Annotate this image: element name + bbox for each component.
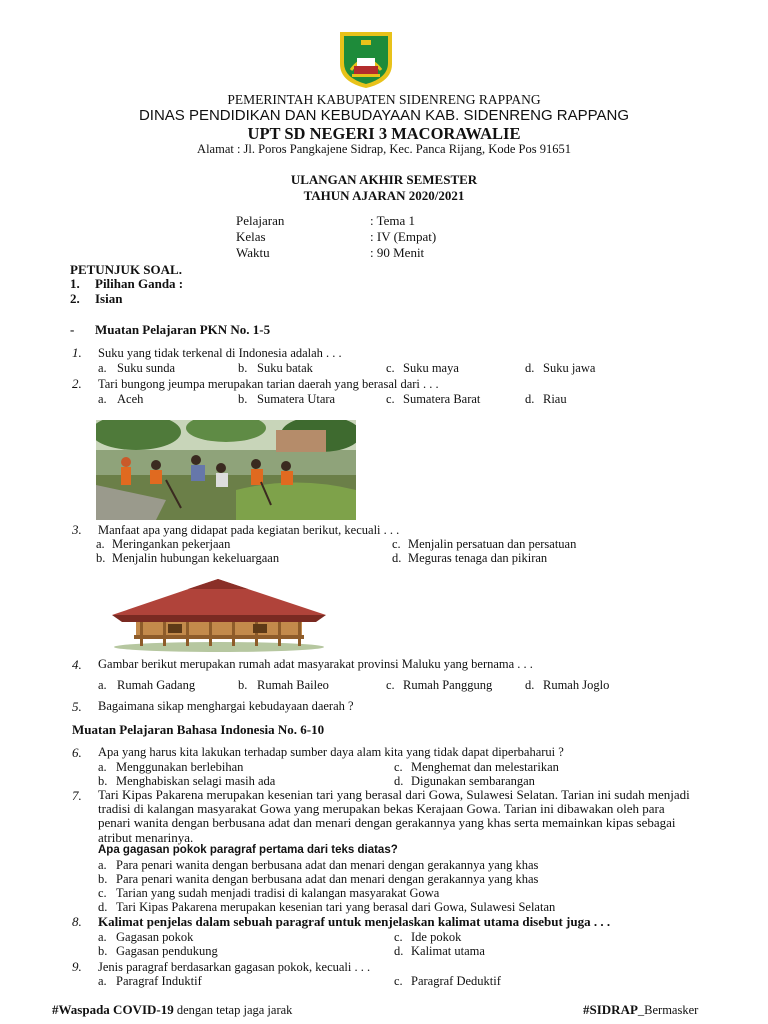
option-letter: b.	[98, 872, 108, 886]
school-name: UPT SD NEGERI 3 MACORAWALIE	[247, 124, 521, 143]
question-number: 2.	[72, 376, 82, 391]
footer-left	[52, 1002, 292, 1018]
option-text: Para penari wanita dengan berbusana adat dan menari dengan gerakannya yang khas	[116, 872, 539, 886]
option-text: Menghabiskan selagi masih ada	[116, 774, 276, 788]
option-text: Para penari wanita dengan berbusana adat dan menari dengan gerakannya yang khas	[116, 858, 539, 872]
community-work-photo	[96, 420, 356, 520]
option-text: Suku batak	[257, 361, 313, 375]
option-letter: d.	[394, 774, 404, 788]
instruction-number: 1.	[70, 276, 80, 291]
option-text: Meringankan pekerjaan	[112, 537, 231, 551]
option-letter: b.	[238, 392, 248, 406]
question-number: 9.	[72, 959, 82, 974]
option-letter: c.	[394, 760, 403, 774]
option-letter: d.	[98, 900, 108, 914]
option-letter: a.	[98, 361, 107, 375]
option-letter: a.	[98, 760, 107, 774]
option-text: Suku maya	[403, 361, 459, 375]
option-letter: a.	[98, 392, 107, 406]
option-letter: c.	[386, 392, 395, 406]
option-text: Sumatera Utara	[257, 392, 336, 406]
info-value: : IV (Empat)	[370, 229, 437, 244]
footer-right-text: _Bermasker	[637, 1003, 699, 1017]
header-line-2: DINAS PENDIDIKAN DAN KEBUDAYAAN KAB. SIDENRENG RAPPANG	[138, 107, 630, 124]
footer-hashtag-covid: #Waspada COVID-19	[52, 1002, 174, 1017]
question-number: 5.	[72, 699, 82, 714]
option-letter: c.	[394, 930, 403, 944]
question-text: Bagaimana sikap menghargai kebudayaan daerah ?	[98, 699, 354, 713]
question-number: 4.	[72, 657, 82, 672]
option-text: Riau	[543, 392, 567, 406]
option-letter: b.	[238, 361, 248, 375]
option-letter: d.	[525, 392, 535, 406]
question-text: Jenis paragraf berdasarkan gagasan pokok, kecuali . . .	[98, 960, 371, 974]
option-text: Ide pokok	[411, 930, 462, 944]
option-letter: b.	[98, 774, 108, 788]
header-line-1: PEMERINTAH KABUPATEN SIDENRENG RAPPANG	[227, 92, 541, 107]
option-text: Menggunakan berlebihan	[116, 760, 244, 774]
exam-year: TAHUN AJARAN 2020/2021	[303, 188, 465, 203]
info-value: : 90 Menit	[370, 245, 425, 260]
info-value: : Tema 1	[370, 213, 416, 228]
question-text: Tari bungong jeumpa merupakan tarian daerah yang berasal dari . . .	[98, 377, 439, 391]
option-letter: d.	[394, 944, 404, 958]
option-text: Menghemat dan melestarikan	[411, 760, 559, 774]
option-letter: a.	[96, 537, 105, 551]
option-letter: a.	[98, 858, 107, 872]
question-text: Apa yang harus kita lakukan terhadap sumber daya alam kita yang tidak dapat diperbaharui ?	[98, 745, 564, 759]
option-text: Aceh	[117, 392, 144, 406]
traditional-house-illustration	[108, 577, 330, 653]
option-letter: b.	[238, 678, 248, 692]
option-text: Suku sunda	[117, 361, 175, 375]
option-letter: c.	[386, 361, 395, 375]
question-number: 3.	[72, 522, 82, 537]
footer-left-text: dengan tetap jaga jarak	[173, 1003, 293, 1017]
exam-title: ULANGAN AKHIR SEMESTER	[290, 172, 478, 187]
option-letter: c.	[394, 974, 403, 988]
info-label: Waktu	[236, 245, 270, 260]
option-text: Gagasan pokok	[116, 930, 194, 944]
question-text: Apa gagasan pokok paragraf pertama dari teks diatas?	[98, 844, 398, 856]
question-number: 6.	[72, 745, 82, 760]
option-text: Rumah Gadang	[117, 678, 196, 692]
question-text: Kalimat penjelas dalam sebuah paragraf untuk menjelaskan kalimat utama disebut juga . . .	[98, 914, 611, 929]
option-text: Paragraf Deduktif	[411, 974, 501, 988]
option-letter: a.	[98, 974, 107, 988]
instruction-text: Pilihan Ganda :	[95, 276, 184, 291]
option-text: Rumah Panggung	[403, 678, 493, 692]
question-text: Suku yang tidak terkenal di Indonesia adalah . . .	[98, 346, 342, 360]
question-text: Gambar berikut merupakan rumah adat masyarakat provinsi Maluku yang bernama . . .	[98, 657, 533, 671]
school-address: Alamat : Jl. Poros Pangkajene Sidrap, Kec. Panca Rijang, Kode Pos 91651	[197, 142, 571, 156]
info-label: Pelajaran	[236, 213, 285, 228]
option-letter: d.	[392, 551, 402, 565]
instructions-heading: PETUNJUK SOAL.	[70, 262, 182, 277]
option-text: Menjalin persatuan dan persatuan	[408, 537, 577, 551]
option-letter: c.	[386, 678, 395, 692]
info-label: Kelas	[236, 229, 266, 244]
question-number: 1.	[72, 345, 82, 360]
regency-logo	[337, 28, 395, 90]
option-text: Menjalin hubungan kekeluargaan	[112, 551, 280, 565]
option-text: Kalimat utama	[411, 944, 485, 958]
option-text: Tari Kipas Pakarena merupakan kesenian tari yang berasal dari Gowa, Sulawesi Selatan	[116, 900, 556, 914]
option-text: Gagasan pendukung	[116, 944, 218, 958]
footer-hashtag-sidrap: #SIDRAP	[583, 1002, 638, 1017]
option-letter: b.	[98, 944, 108, 958]
reading-paragraph: Tari Kipas Pakarena merupakan kesenian tari yang berasal dari Gowa, Sulawesi Selatan. Tarian ini sudah menjadi tradisi di kalangan masyarakat Gowa yang merupakan bekas Kerajaan Gowa. Tarian ini dibawakan oleh para penari wanita dengan berbusana adat dan menari dengan gerakannya yang khas serta memainkan kipas sebagai atribut menarinya.	[98, 787, 690, 845]
option-letter: c.	[392, 537, 401, 551]
question-text: Manfaat apa yang didapat pada kegiatan berikut, kecuali . . .	[98, 523, 400, 537]
option-text: Rumah Joglo	[543, 678, 610, 692]
instruction-number: 2.	[70, 291, 80, 306]
section-title-pkn: Muatan Pelajaran PKN No. 1-5	[95, 322, 271, 337]
option-text: Digunakan sembarangan	[411, 774, 535, 788]
question-number: 7.	[72, 788, 82, 803]
option-letter: a.	[98, 930, 107, 944]
option-letter: a.	[98, 678, 107, 692]
section-dash: -	[70, 322, 75, 337]
option-text: Rumah Baileo	[257, 678, 329, 692]
option-text: Sumatera Barat	[403, 392, 481, 406]
option-text: Paragraf Induktif	[116, 974, 202, 988]
section-title-bahasa-indonesia: Muatan Pelajaran Bahasa Indonesia No. 6-10	[72, 722, 325, 737]
question-number: 8.	[72, 914, 82, 929]
option-text: Suku jawa	[543, 361, 596, 375]
option-text: Meguras tenaga dan pikiran	[408, 551, 548, 565]
footer-right	[583, 1002, 698, 1018]
option-text: Tarian yang sudah menjadi tradisi di kalangan masyarakat Gowa	[116, 886, 440, 900]
option-letter: c.	[98, 886, 107, 900]
instruction-text: Isian	[95, 291, 123, 306]
option-letter: d.	[525, 361, 535, 375]
option-letter: b.	[96, 551, 106, 565]
option-letter: d.	[525, 678, 535, 692]
